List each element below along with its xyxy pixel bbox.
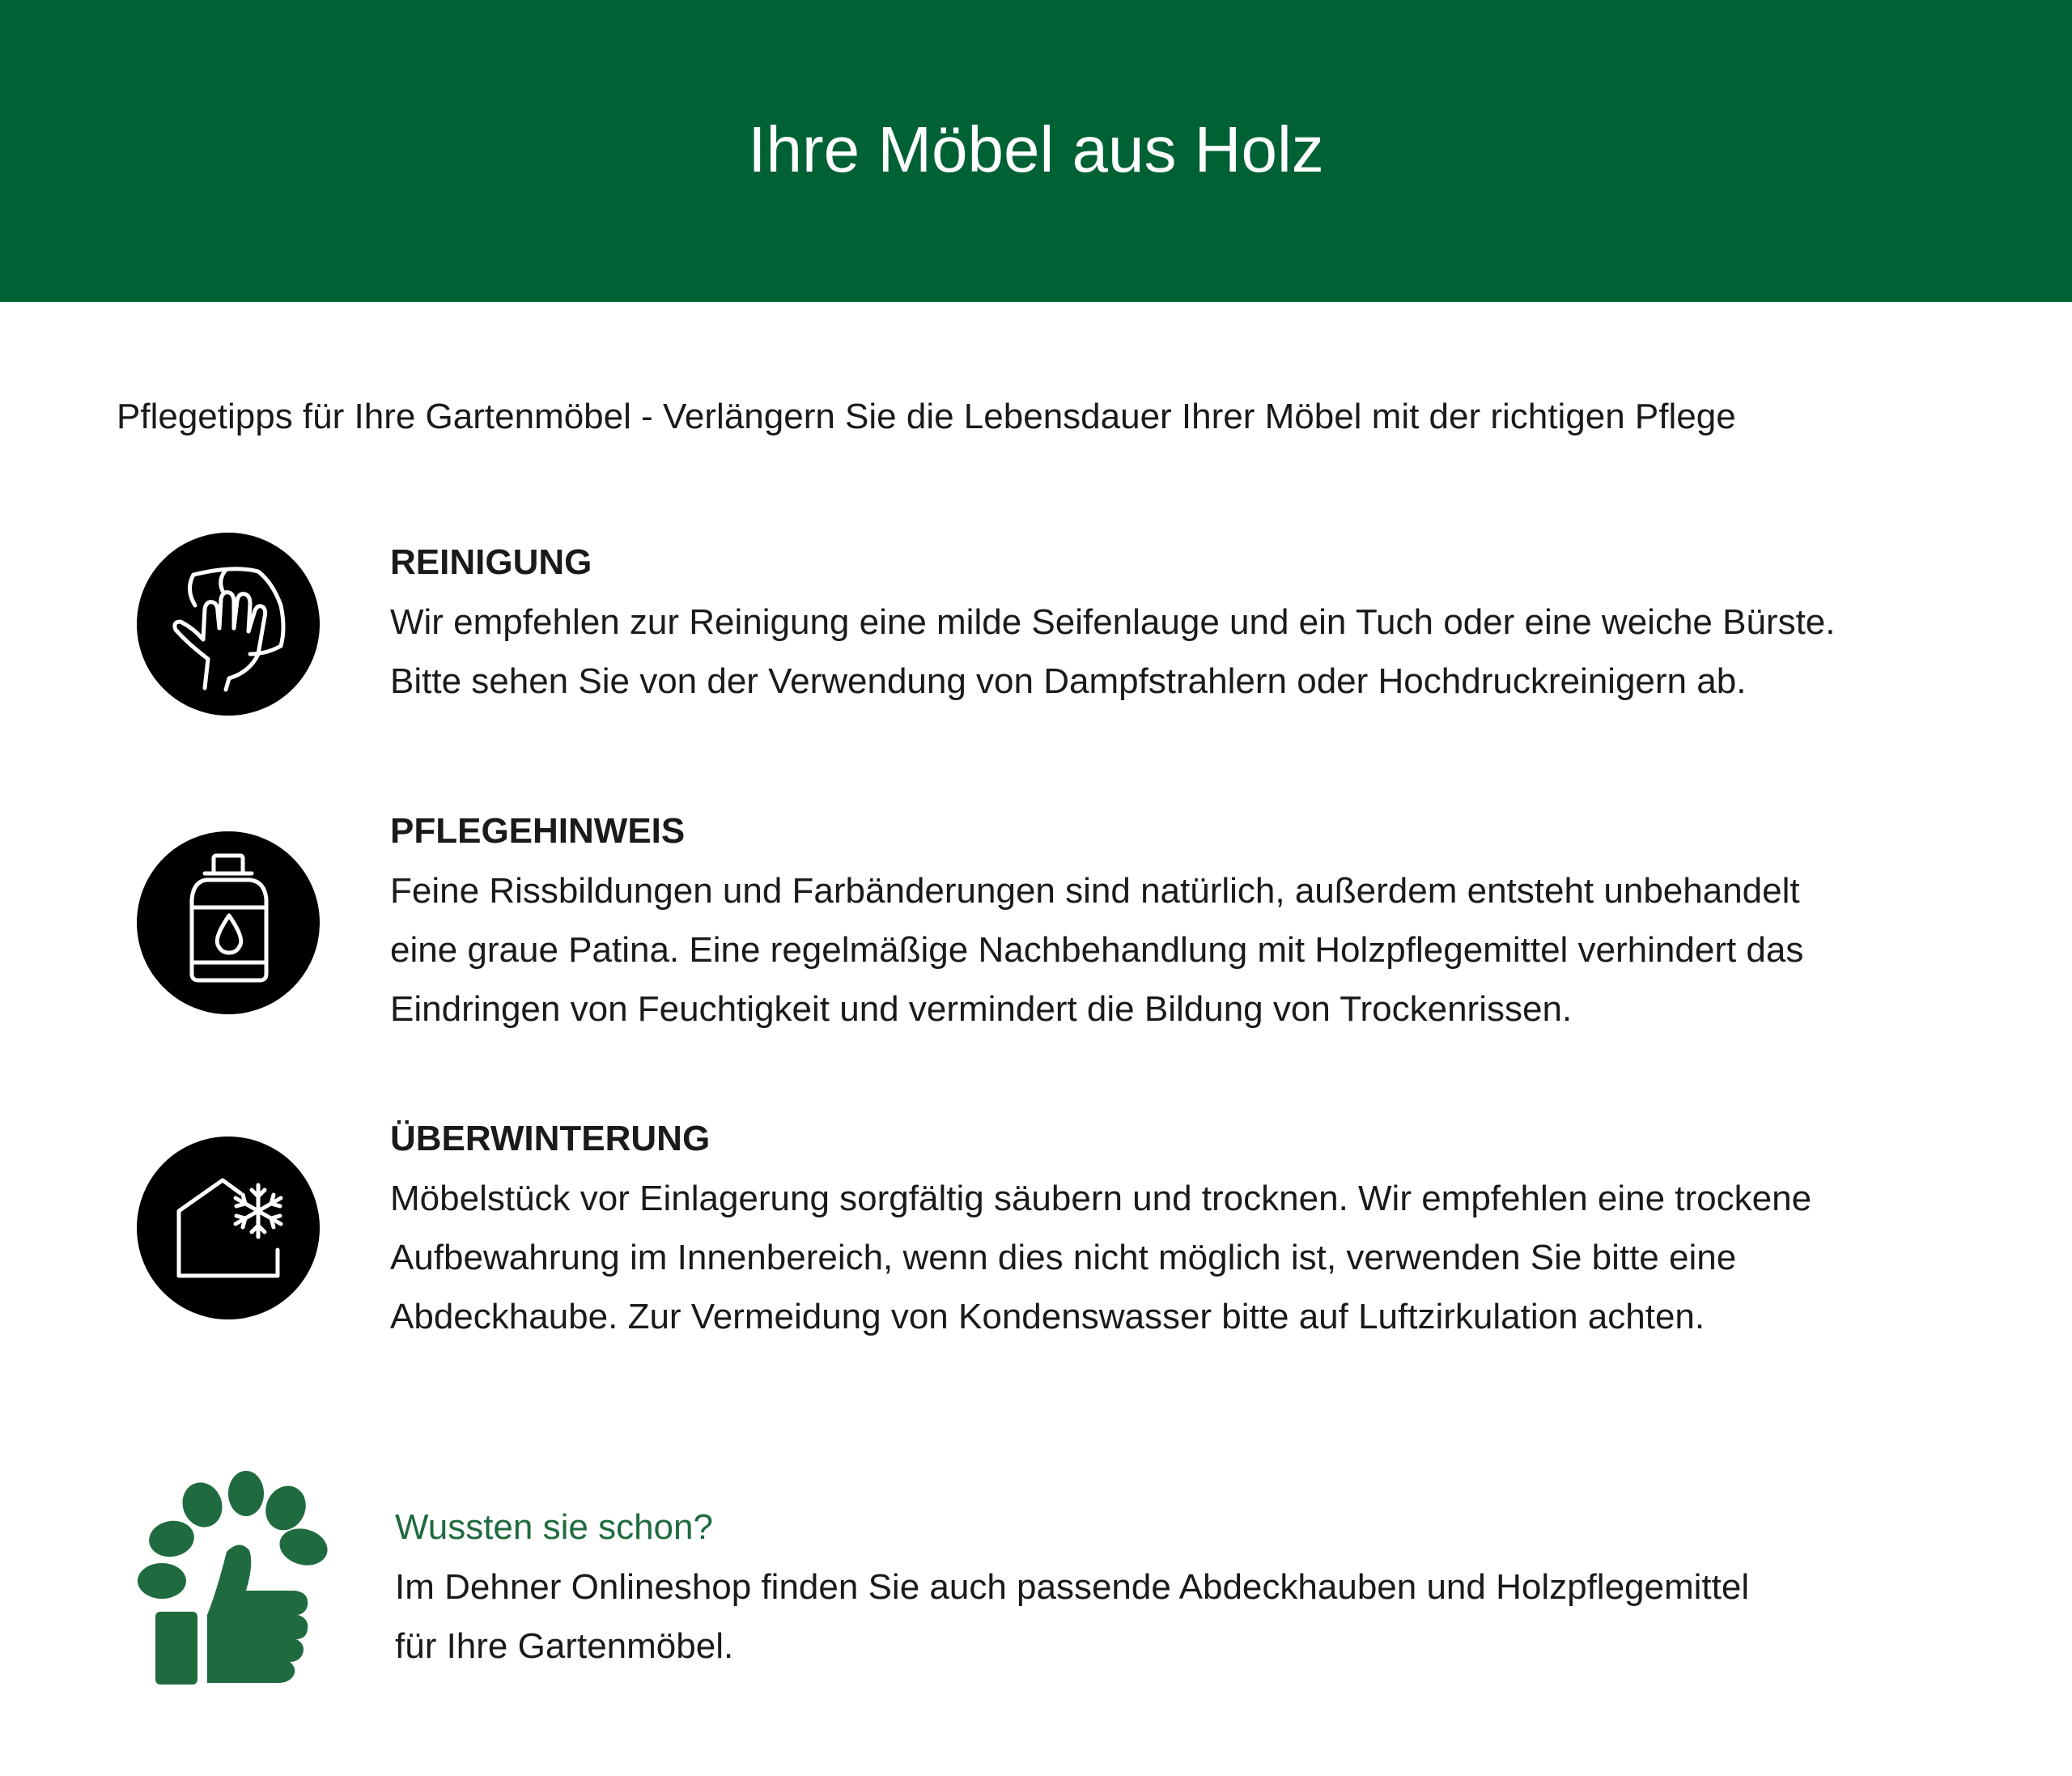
cleaning-hand-cloth-icon bbox=[137, 533, 320, 716]
page-title: Ihre Möbel aus Holz bbox=[748, 113, 1324, 185]
section-title: PFLEGEHINWEIS bbox=[390, 811, 686, 851]
oil-bottle-icon bbox=[137, 831, 320, 1014]
section-body: Wir empfehlen zur Reinigung eine milde Seifenlauge und ein Tuch oder eine weiche Bürste. Bitte sehen Sie von der Verwendung von Dampfstrahlern oder Hochdruckreinigern ab. bbox=[390, 602, 1836, 701]
header-banner bbox=[0, 0, 2072, 302]
section-body: Möbelstück vor Einlagerung sorgfältig säubern und trocknen. Wir empfehlen eine trockene Aufbewahrung im Innenbereich, wenn dies nicht möglich ist, verwenden Sie bitte eine Abdeckhaube. Zur Vermeidung von Kondenswasser bitte auf Luftzirkulation achten. bbox=[390, 1179, 1812, 1336]
section-title: ÜBERWINTERUNG bbox=[390, 1119, 711, 1158]
tip-body: Im Dehner Onlineshop finden Sie auch passende Abdeckhauben und Holzpflegemittel für Ihre Gartenmöbel. bbox=[395, 1567, 1750, 1666]
house-snowflake-icon bbox=[137, 1137, 320, 1319]
tip-text bbox=[395, 1498, 2014, 1676]
section-title: REINIGUNG bbox=[390, 542, 592, 582]
section-reinigung-text bbox=[390, 533, 2009, 711]
section-body: Feine Rissbildungen und Farbänderungen sind natürlich, außerdem entsteht unbehandelt eine graue Patina. Eine regelmäßige Nachbehandlung mit Holzpflegemittel verhindert das Eindringen von Feuchtigkeit und vermindert die Bildung von Trockenrissen. bbox=[390, 871, 1804, 1029]
section-ueberwinterung-text bbox=[390, 1109, 2009, 1346]
tip-title: Wussten sie schon? bbox=[395, 1507, 713, 1547]
thumbs-up-tree-icon bbox=[136, 1469, 333, 1688]
intro-text: Pflegetipps für Ihre Gartenmöbel - Verlängern Sie die Lebensdauer Ihrer Möbel mit der richtigen Pflege bbox=[117, 397, 1736, 436]
section-pflegehinweis-text bbox=[390, 801, 2009, 1039]
